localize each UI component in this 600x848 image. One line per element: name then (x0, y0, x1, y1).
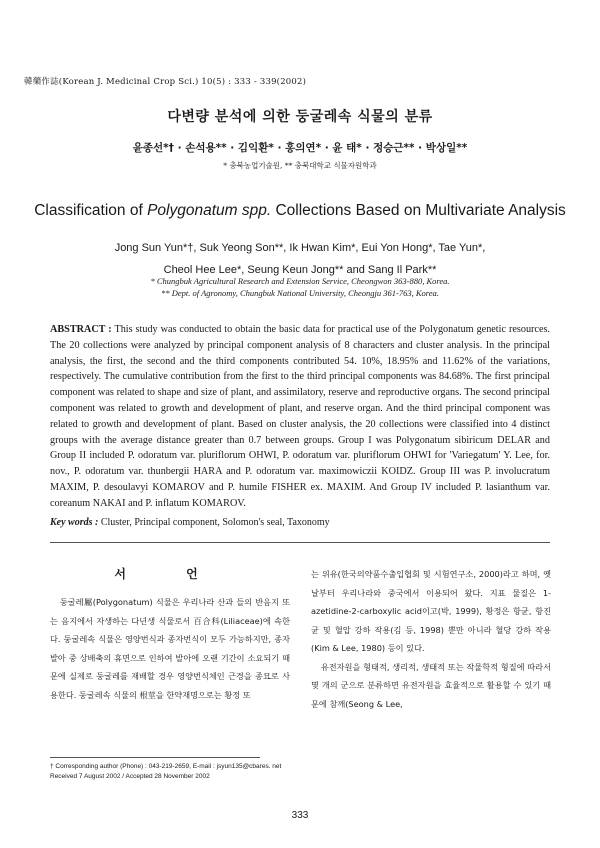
abstract-label: ABSTRACT : (50, 324, 112, 335)
footnote-line2: Received 7 August 2002 / Accepted 28 November 2002 (50, 773, 210, 780)
page-number: 333 (291, 810, 309, 821)
title-korean: 다변량 분석에 의한 둥굴레속 식물의 분류 (167, 109, 433, 125)
affil-en-line1: * Chungbuk Agricultural Research and Extension Service, Cheongwon 363-880, Korea. (150, 276, 450, 286)
footnote (50, 762, 300, 782)
authors-en-line1: Jong Sun Yun*†, Suk Yeong Son**, Ik Hwan Kim*, Eui Yon Hong*, Tae Yun*, (114, 242, 486, 254)
footnote-line1: † Corresponding author (Phone) : 043-219-2659, E-mail : jsyun135@cbares. net (50, 763, 282, 770)
abstract (50, 322, 550, 512)
keywords-label: Key words : (50, 517, 99, 528)
title-en-italic: Polygonatum spp. (147, 202, 272, 219)
authors-en-line2: Cheol Hee Lee*, Seung Keun Jong** and Sang Il Park** (163, 264, 437, 276)
footnote-divider (50, 757, 260, 758)
right-column (311, 565, 551, 713)
abstract-text: This study was conducted to obtain the basic data for practical use of the Polygonatum genetic resources. The 20 collections were analyzed by principal component analysis of 8 characters and cluster analysis. In the principal analysis, the first, the second and the third components contributed 54. 10%, 18.95% and 11.62% of the variations, respectively. The cumulative contribution from the first to the third principal components was 84.68%. The first principal component was related to shape and size of plant, and assimilatory, reserve and reproductive organs. The second principal component was related to growth and development of plant, and reserve organ. And the third principal component was related to growth and development of plant. Based on cluster analysis, the 20 collections were classified into 4 distinct groups with the average distance greater than 0.7 between groups. Group I was Polygonatum sibiricum DELAR and Group II included P. odoratum var. pluriflorum OHWI, P. odoratum var. pluriflorum OHWI for 'Variegatum' Y. Lee, for. nov., P. odoratum var. thunbergii HARA and P. odoratum var. maximowiczii KOIDZ. Group III was P. involucratum MAXIM, P. desoulavyi KOMAROV and P. humile FISHER ex. MAXIM. And Group IV included P. lasianthum var. coreanum NAKAI and P. inflatum KOMAROV. (50, 324, 550, 509)
right-column-paragraph-1: 는 위유(한국의약품수출입협회 및 시험연구소, 2000)라고 하며, 옛날부터 우리나라와 중국에서 이용되어 왔다. 지표 물질은 1-azetidine-2-carboxylic acid이고(박, 1999), 황정은 항균, 항진균 및 혈압 강하 작용(김 등, 1998) 뿐만 아니라 혈당 강하 작용(Kim & Lee, 1980) 등이 있다. (311, 569, 551, 653)
title-en-pre: Classification of (34, 202, 148, 219)
left-column (50, 565, 290, 704)
title-english (0, 202, 600, 220)
affil-en-line2: ** Dept. of Agronomy, Chungbuk National University, Cheongju 361-763, Korea. (161, 287, 439, 298)
affiliations-english (0, 276, 600, 299)
journal-citation: 韓藥作誌(Korean J. Medicinal Crop Sci.) 10(5) : 333 - 339(2002) (24, 77, 307, 87)
right-column-paragraph-2: 유전자원을 형태적, 생리적, 생태적 또는 작물학적 형질에 따라서 몇 개의 군으로 분류하면 유전자원을 효율적으로 활용할 수 있기 때문에 참깨(Seong & Lee, (311, 661, 551, 709)
title-en-post: Collections Based on Multivariate Analysis (271, 202, 566, 219)
authors-english (0, 237, 600, 281)
keywords-text: Cluster, Principal component, Solomon's seal, Taxonomy (98, 517, 330, 528)
left-column-text: 둥굴레屬(Polygonatum) 식물은 우리나라 산과 들의 반음지 또는 음지에서 자생하는 다년생 식물로서 百合科(Liliaceae)에 속한다. 둥굴레속 식물은 영양번식과 종자번식이 모두 가능하지만, 종자 발아 중 상배축의 휴면으로 인하여 발아에 오랜 기간이 소요되기 때문에 실제로 둥굴레를 재배할 경우 영양번식체인 근경을 종묘로 사용한다. 둥굴레속 식물의 根莖을 한약재명으로는 황정 또 (50, 597, 290, 700)
affiliations-korean: * 충북농업기술원, ** 충북대학교 식물자원학과 (223, 161, 377, 170)
keywords (50, 517, 550, 528)
intro-heading: 서 언 (114, 567, 226, 581)
divider (50, 542, 550, 543)
authors-korean: 윤종선*† · 손석용** · 김익환* · 홍의연* · 윤 태* · 정승근** · 박상일** (132, 142, 468, 154)
